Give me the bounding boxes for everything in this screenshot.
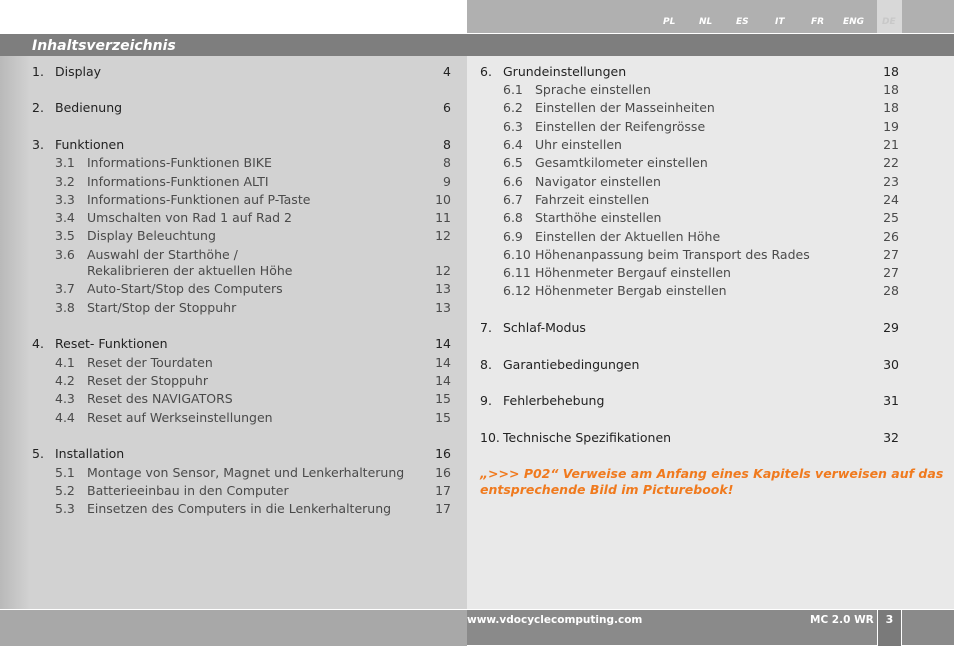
toc-entry-page: 8 bbox=[443, 155, 451, 170]
footer-url[interactable]: www.vdocyclecomputing.com bbox=[467, 614, 643, 626]
toc-entry-page: 18 bbox=[883, 100, 899, 115]
toc-entry-number: 3.5 bbox=[55, 228, 75, 243]
toc-entry-page: 17 bbox=[435, 483, 451, 498]
toc-entry-number: 10. bbox=[480, 430, 500, 445]
toc-entry-number: 3.7 bbox=[55, 281, 75, 296]
language-tab-es[interactable]: ES bbox=[736, 17, 749, 27]
language-tab-de[interactable]: DE bbox=[882, 17, 896, 27]
toc-entry-page: 8 bbox=[443, 137, 451, 152]
toc-entry-title: Technische Spezifikationen bbox=[503, 430, 672, 445]
toc-entry-page: 4 bbox=[443, 64, 451, 79]
toc-entry-number: 4.4 bbox=[55, 410, 75, 425]
toc-entry-page: 11 bbox=[435, 210, 451, 225]
page-number: 3 bbox=[877, 610, 902, 646]
toc-entry-title: Auswahl der Starthöhe / bbox=[87, 247, 238, 262]
toc-entry-title: Einstellen der Reifengrösse bbox=[535, 119, 706, 134]
toc-entry-number: 5.1 bbox=[55, 465, 75, 480]
toc-entry-page: 29 bbox=[883, 320, 899, 335]
toc-entry-number: 3.6 bbox=[55, 247, 75, 262]
toc-entry-title: Informations-Funktionen BIKE bbox=[87, 155, 272, 170]
toc-entry-page: 31 bbox=[883, 393, 899, 408]
toc-entry-title: Einsetzen des Computers in die Lenkerhalterung bbox=[87, 501, 392, 516]
toc-entry-page: 18 bbox=[883, 64, 899, 79]
toc-entry-page: 12 bbox=[435, 263, 451, 278]
toc-entry-number: 6.3 bbox=[503, 119, 523, 134]
toc-entry-number: 3.3 bbox=[55, 192, 75, 207]
language-tab-fr[interactable]: FR bbox=[811, 17, 825, 27]
toc-entry-number: 3. bbox=[32, 137, 44, 152]
toc-entry-title: Höhenmeter Bergauf einstellen bbox=[535, 265, 731, 280]
toc-entry-number: 8. bbox=[480, 357, 492, 372]
toc-entry-page: 6 bbox=[443, 100, 451, 115]
footer bbox=[0, 609, 954, 645]
toc-entry-title: Fehlerbehebung bbox=[503, 393, 605, 408]
toc-entry-title: Grundeinstellungen bbox=[503, 64, 627, 79]
toc-entry-number: 6.7 bbox=[503, 192, 523, 207]
toc-entry-page: 10 bbox=[435, 192, 451, 207]
toc-entry-title: Installation bbox=[55, 446, 125, 461]
toc-entry-title: Starthöhe einstellen bbox=[535, 210, 662, 225]
toc-entry-number: 6.4 bbox=[503, 137, 523, 152]
toc-entry-page: 14 bbox=[435, 336, 451, 351]
toc-entry-title: Bedienung bbox=[55, 100, 123, 115]
toc-entry-number: 9. bbox=[480, 393, 492, 408]
toc-entry-number: 4.3 bbox=[55, 391, 75, 406]
toc-entry-number: 3.1 bbox=[55, 155, 75, 170]
toc-entry-page: 15 bbox=[435, 410, 451, 425]
toc-entry-number: 7. bbox=[480, 320, 492, 335]
toc-entry-page: 21 bbox=[883, 137, 899, 152]
toc-entry-page: 12 bbox=[435, 228, 451, 243]
toc-entry-number: 3.8 bbox=[55, 300, 75, 315]
language-tab-it[interactable]: IT bbox=[775, 17, 785, 27]
toc-entry-title: Einstellen der Masseinheiten bbox=[535, 100, 715, 115]
toc-entry-page: 16 bbox=[435, 465, 451, 480]
toc-entry-number: 6.1 bbox=[503, 82, 523, 97]
toc-header bbox=[0, 33, 954, 56]
toc-entry-page: 18 bbox=[883, 82, 899, 97]
language-tab-nl[interactable]: NL bbox=[699, 17, 713, 27]
toc-entry-page: 28 bbox=[883, 283, 899, 298]
toc-entry-page: 17 bbox=[435, 501, 451, 516]
toc-entry-title: Höhenmeter Bergab einstellen bbox=[535, 283, 727, 298]
toc-entry-page: 26 bbox=[883, 229, 899, 244]
toc-entry-title: Display bbox=[55, 64, 102, 79]
toc-entry-page: 15 bbox=[435, 391, 451, 406]
toc-entry-number: 6.8 bbox=[503, 210, 523, 225]
toc-entry-page: 27 bbox=[883, 265, 899, 280]
toc-entry-title: Schlaf-Modus bbox=[503, 320, 586, 335]
toc-entry-page: 23 bbox=[883, 174, 899, 189]
toc-entry-title: Start/Stop der Stoppuhr bbox=[87, 300, 237, 315]
toc-entry-page: 19 bbox=[883, 119, 899, 134]
toc-entry-title: Auto-Start/Stop des Computers bbox=[87, 281, 283, 296]
left-panel bbox=[0, 33, 467, 609]
toc-entry-page: 14 bbox=[435, 373, 451, 388]
toc-entry-page: 25 bbox=[883, 210, 899, 225]
toc-entry-title-continued: Rekalibrieren der aktuellen Höhe bbox=[87, 263, 293, 278]
toc-entry-page: 13 bbox=[435, 300, 451, 315]
language-tab-eng[interactable]: ENG bbox=[843, 17, 865, 27]
toc-entry-title: Gesamtkilometer einstellen bbox=[535, 155, 708, 170]
toc-entry-page: 14 bbox=[435, 355, 451, 370]
toc-entry-number: 4. bbox=[32, 336, 44, 351]
toc-entry-title: Reset der Tourdaten bbox=[87, 355, 213, 370]
toc-entry-title: Höhenanpassung beim Transport des Rades bbox=[535, 247, 810, 262]
toc-entry-number: 6.9 bbox=[503, 229, 523, 244]
picturebook-note: „>>> P02“ Verweise am Anfang eines Kapitels verweisen auf das entsprechende Bild im Picturebook! bbox=[480, 466, 944, 497]
footer-left-block bbox=[0, 610, 467, 646]
toc-entry-page: 24 bbox=[883, 192, 899, 207]
toc-entry-number: 1. bbox=[32, 64, 44, 79]
toc-entry-page: 13 bbox=[435, 281, 451, 296]
toc-entry-number: 5.3 bbox=[55, 501, 75, 516]
page-title: Inhaltsverzeichnis bbox=[32, 38, 176, 54]
toc-entry-page: 27 bbox=[883, 247, 899, 262]
toc-entry-title: Informations-Funktionen ALTI bbox=[87, 174, 269, 189]
toc-entry-title: Batterieeinbau in den Computer bbox=[87, 483, 289, 498]
toc-entry-title: Einstellen der Aktuellen Höhe bbox=[535, 229, 721, 244]
toc-entry-page: 16 bbox=[435, 446, 451, 461]
toc-entry-title: Uhr einstellen bbox=[535, 137, 622, 152]
toc-entry-title: Funktionen bbox=[55, 137, 125, 152]
toc-entry-number: 3.2 bbox=[55, 174, 75, 189]
toc-entry-page: 22 bbox=[883, 155, 899, 170]
toc-entry-title: Fahrzeit einstellen bbox=[535, 192, 650, 207]
language-tab-pl[interactable]: PL bbox=[663, 17, 676, 27]
toc-entry-page: 30 bbox=[883, 357, 899, 372]
toc-entry-title: Informations-Funktionen auf P-Taste bbox=[87, 192, 311, 207]
toc-entry-number: 2. bbox=[32, 100, 44, 115]
toc-entry-title: Garantiebedingungen bbox=[503, 357, 640, 372]
toc-entry-title: Reset des NAVIGATORS bbox=[87, 391, 233, 406]
toc-entry-number: 6.10 bbox=[503, 247, 531, 262]
toc-entry-number: 4.1 bbox=[55, 355, 75, 370]
toc-entry-number: 6.5 bbox=[503, 155, 523, 170]
toc-entry-title: Reset- Funktionen bbox=[55, 336, 168, 351]
toc-entry-title: Umschalten von Rad 1 auf Rad 2 bbox=[87, 210, 292, 225]
toc-entry-number: 5. bbox=[32, 446, 44, 461]
toc-entry-number: 6.11 bbox=[503, 265, 531, 280]
toc-entry-page: 9 bbox=[443, 174, 451, 189]
toc-entry-title: Sprache einstellen bbox=[535, 82, 651, 97]
toc-entry-page: 32 bbox=[883, 430, 899, 445]
toc-entry-title: Reset der Stoppuhr bbox=[87, 373, 208, 388]
footer-model: MC 2.0 WR bbox=[810, 614, 874, 626]
toc-entry-title: Navigator einstellen bbox=[535, 174, 661, 189]
toc-entry-number: 3.4 bbox=[55, 210, 75, 225]
toc-entry-title: Reset auf Werkseinstellungen bbox=[87, 410, 273, 425]
toc-entry-number: 6.12 bbox=[503, 283, 531, 298]
toc-entry-number: 5.2 bbox=[55, 483, 75, 498]
toc-entry-number: 6.2 bbox=[503, 100, 523, 115]
toc-entry-number: 6.6 bbox=[503, 174, 523, 189]
toc-entry-number: 4.2 bbox=[55, 373, 75, 388]
toc-entry-title: Montage von Sensor, Magnet und Lenkerhalterung bbox=[87, 465, 405, 480]
toc-entry-number: 6. bbox=[480, 64, 492, 79]
toc-entry-title: Display Beleuchtung bbox=[87, 228, 216, 243]
